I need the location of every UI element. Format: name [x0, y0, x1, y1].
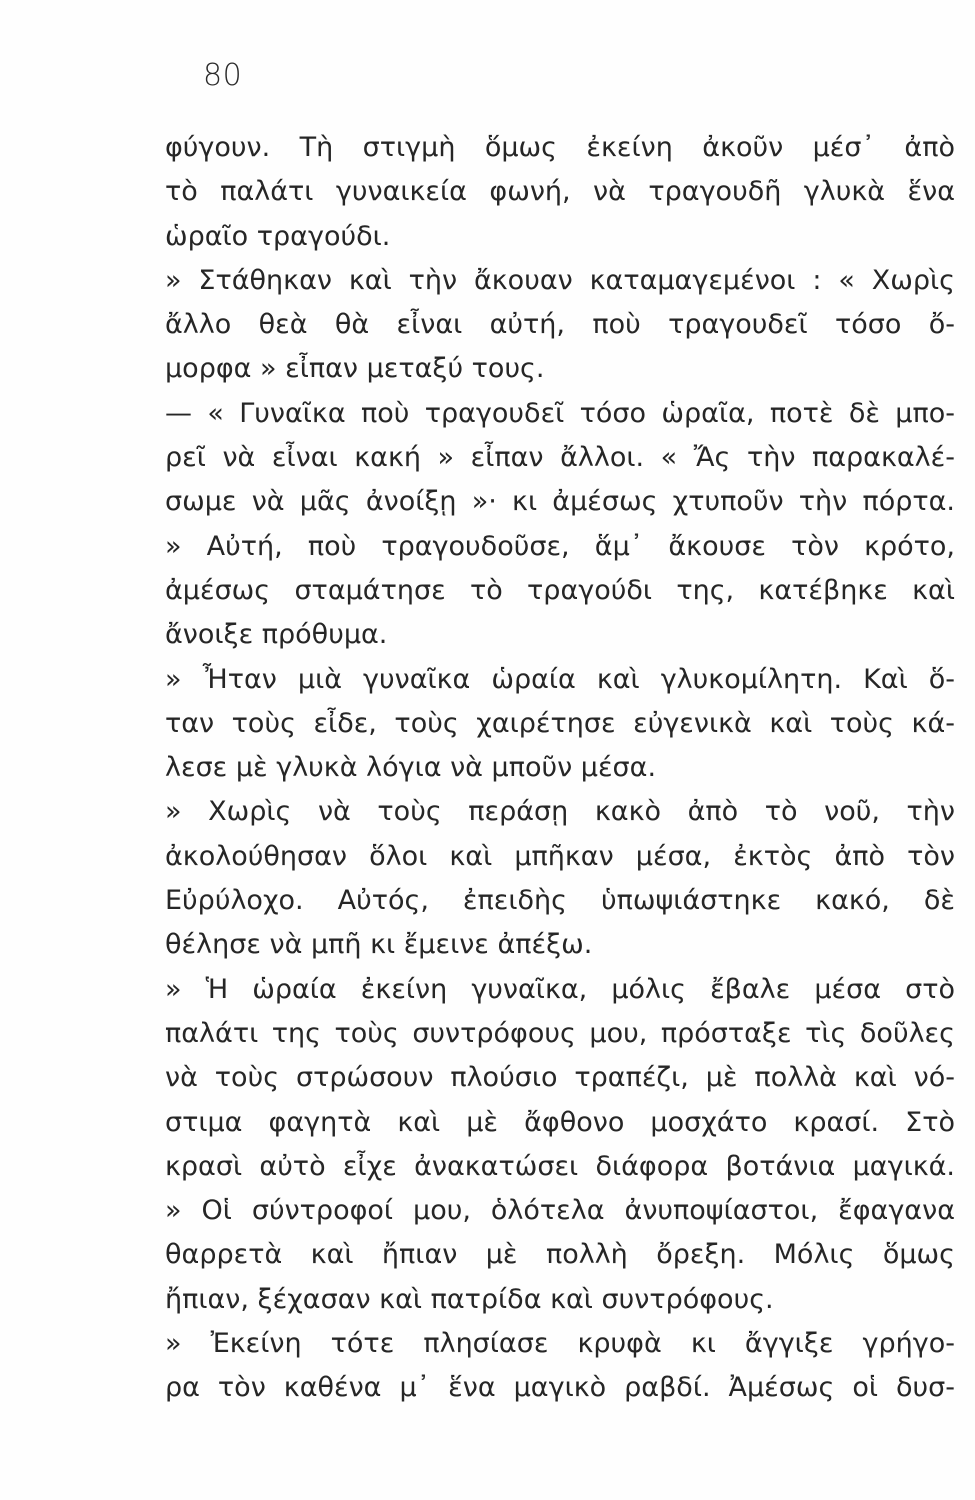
text-line: στιμα φαγητὰ καὶ μὲ ἄφθονο μοσχάτο κρασί. Στὸ	[165, 1106, 955, 1138]
text-line: θέλησε νὰ μπῆ κι ἔμεινε ἀπέξω.	[165, 929, 593, 961]
text-line: λεσε μὲ γλυκὰ λόγια νὰ μποῦν μέσα.	[165, 752, 657, 784]
text-line: φύγουν. Τὴ στιγμὴ ὅμως ἐκείνη ἀκοῦν μέσ᾽ ἀπὸ	[165, 132, 955, 163]
body-text	[165, 126, 955, 1411]
text-line: μορφα » εἶπαν μεταξύ τους.	[165, 353, 545, 385]
text-line: ἄνοιξε πρόθυμα.	[165, 619, 388, 651]
text-line: ἤπιαν, ξέχασαν καὶ πατρίδα καὶ συντρόφους.	[165, 1283, 774, 1315]
text-line: ρα τὸν καθένα μ᾽ ἕνα μαγικὸ ραβδί. Ἀμέσως οἱ δυσ-	[165, 1372, 955, 1404]
text-line: ρεῖ νὰ εἶναι κακή » εἶπαν ἄλλοι. « Ἄς τὴν παρακαλέ-	[165, 442, 955, 474]
text-line: » Οἱ σύντροφοί μου, ὁλότελα ἀνυποψίαστοι, ἔφαγανα	[165, 1195, 955, 1227]
text-line: » Στάθηκαν καὶ τὴν ἄκουαν καταμαγεμένοι : « Χωρὶς	[165, 264, 955, 296]
text-line: ἀμέσως σταμάτησε τὸ τραγούδι της, κατέβηκε καὶ	[165, 574, 955, 606]
text-line: ταν τοὺς εἶδε, τοὺς χαιρέτησε εὐγενικὰ καὶ τοὺς κά-	[165, 707, 955, 739]
text-line: σωμε νὰ μᾶς ἀνοίξῃ »· κι ἀμέσως χτυποῦν τὴν πόρτα.	[165, 486, 955, 518]
text-line: » Ἦταν μιὰ γυναῖκα ὡραία καὶ γλυκομίλητη. Καὶ ὅ-	[165, 663, 955, 695]
text-line: τὸ παλάτι γυναικεία φωνή, νὰ τραγουδῆ γλυκὰ ἕνα	[165, 176, 955, 208]
text-line: » Αὐτή, ποὺ τραγουδοῦσε, ἅμ᾽ ἄκουσε τὸν κρότο,	[165, 530, 955, 562]
text-line: νὰ τοὺς στρώσουν πλούσιο τραπέζι, μὲ πολλὰ καὶ νό-	[165, 1062, 955, 1094]
text-line: » Ἐκείνη τότε πλησίασε κρυφὰ κι ἄγγιξε γρήγο-	[165, 1328, 955, 1360]
text-line: ὡραῖο τραγούδι.	[165, 220, 391, 252]
text-line: παλάτι της τοὺς συντρόφους μου, πρόσταξε τὶς δοῦλες	[165, 1017, 955, 1049]
text-line: ἀκολούθησαν ὅλοι καὶ μπῆκαν μέσα, ἐκτὸς ἀπὸ τὸν	[165, 840, 955, 872]
text-line: — « Γυναῖκα ποὺ τραγουδεῖ τόσο ὡραῖα, ποτὲ δὲ μπο-	[165, 397, 955, 429]
text-line: » Ἡ ὡραία ἐκείνη γυναῖκα, μόλις ἔβαλε μέσα στὸ	[165, 973, 955, 1005]
text-line: » Χωρὶς νὰ τοὺς περάσῃ κακὸ ἀπὸ τὸ νοῦ, τὴν	[165, 796, 955, 828]
text-line: ἄλλο θεὰ θὰ εἶναι αὐτή, ποὺ τραγουδεῖ τόσο ὄ-	[165, 309, 955, 341]
page-number: 80	[203, 58, 243, 93]
text-line: κρασὶ αὐτὸ εἶχε ἀνακατώσει διάφορα βοτάνια μαγικά.	[165, 1150, 955, 1182]
text-line: Εὐρύλοχο. Αὐτός, ἐπειδὴς ὑπωψιάστηκε κακό, δὲ	[165, 885, 955, 917]
text-line: θαρρετὰ καὶ ἤπιαν μὲ πολλὴ ὄρεξη. Μόλις ὅμως	[165, 1239, 955, 1271]
